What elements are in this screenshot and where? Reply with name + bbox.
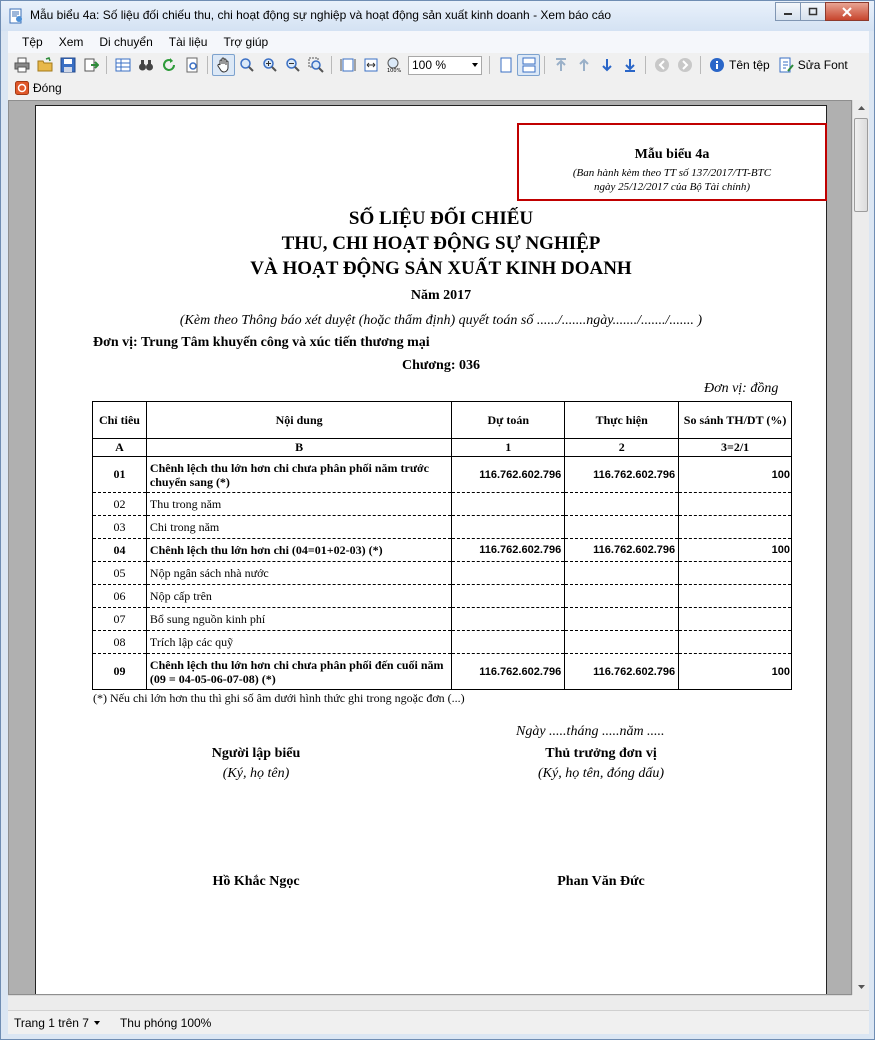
table-row bbox=[93, 608, 792, 631]
head-name: Phan Văn Đức bbox=[557, 874, 645, 889]
floppy-icon bbox=[60, 57, 76, 73]
svg-text:100%: 100% bbox=[386, 68, 401, 73]
table-row bbox=[93, 585, 792, 608]
arrow-first-icon bbox=[553, 57, 569, 73]
row-code: 07 bbox=[93, 608, 147, 631]
head-role: Thủ trưởng đơn vị bbox=[545, 746, 657, 761]
table-row bbox=[93, 631, 792, 654]
print-button[interactable] bbox=[10, 54, 33, 76]
page-setup-button[interactable] bbox=[180, 54, 203, 76]
chevron-down-icon bbox=[472, 63, 478, 67]
header-content: Nội dung bbox=[146, 402, 451, 439]
menu-view[interactable]: Xem bbox=[58, 35, 84, 49]
single-page-button[interactable] bbox=[494, 54, 517, 76]
preparer-note: (Ký, họ tên) bbox=[222, 766, 290, 781]
row-actual: 116.762.602.796 bbox=[565, 457, 679, 493]
row-content: Chênh lệch thu lớn hơn chi chưa phân phối năm trước chuyển sang (*) bbox=[146, 457, 451, 493]
close-report-icon bbox=[15, 81, 29, 95]
table-row bbox=[93, 516, 792, 539]
row-actual bbox=[565, 585, 679, 608]
row-content: Chênh lệch thu lớn hơn chi chưa phân phối đến cuối năm (09 = 04-05-06-07-08) (*) bbox=[146, 654, 451, 690]
table-view-button[interactable] bbox=[111, 54, 134, 76]
row-estimate bbox=[452, 631, 565, 654]
row-code: 03 bbox=[93, 516, 147, 539]
preparer-name: Hồ Khắc Ngọc bbox=[212, 874, 300, 889]
row-ratio bbox=[679, 631, 792, 654]
row-estimate bbox=[452, 608, 565, 631]
row-content: Thu trong năm bbox=[146, 493, 451, 516]
row-content: Nộp ngân sách nhà nước bbox=[146, 562, 451, 585]
menu-navigate[interactable]: Di chuyển bbox=[99, 35, 153, 49]
table-row bbox=[93, 539, 792, 562]
budget-chapter: Chương: 036 bbox=[402, 358, 480, 373]
zoom-value: 100 % bbox=[412, 57, 447, 72]
head-signature-block bbox=[496, 746, 706, 782]
scroll-down-icon bbox=[858, 985, 865, 989]
col-code-b: B bbox=[146, 439, 451, 457]
app-icon bbox=[8, 8, 24, 24]
row-code: 02 bbox=[93, 493, 147, 516]
arrow-down-icon bbox=[599, 57, 615, 73]
row-ratio: 100 bbox=[679, 457, 792, 493]
toolbar bbox=[8, 53, 869, 77]
row-code: 08 bbox=[93, 631, 147, 654]
file-name-label: Tên tệp bbox=[729, 58, 770, 72]
row-actual bbox=[565, 493, 679, 516]
row-content: Trích lập các quỹ bbox=[146, 631, 451, 654]
continuous-page-button[interactable] bbox=[517, 54, 540, 76]
form-regulation-line1: (Ban hành kèm theo TT số 137/2017/TT-BTC bbox=[572, 167, 772, 179]
maximize-button[interactable] bbox=[800, 2, 826, 21]
header-actual: Thực hiện bbox=[565, 402, 679, 439]
fit-page-icon bbox=[340, 57, 356, 73]
menu-file[interactable]: Tệp bbox=[22, 35, 43, 49]
file-name-button[interactable] bbox=[705, 54, 774, 76]
info-icon bbox=[709, 57, 725, 73]
report-title-line1: SỐ LIỆU ĐỐI CHIẾU bbox=[348, 208, 534, 229]
row-ratio bbox=[679, 562, 792, 585]
horizontal-scrollbar[interactable] bbox=[8, 995, 852, 1010]
row-ratio: 100 bbox=[679, 539, 792, 562]
export-icon bbox=[83, 57, 99, 73]
menu-document[interactable]: Tài liệu bbox=[168, 35, 208, 49]
scroll-up-button[interactable] bbox=[853, 100, 869, 116]
form-title: Mẫu biểu 4a bbox=[634, 147, 710, 162]
row-actual: 116.762.602.796 bbox=[565, 539, 679, 562]
magnifier-icon bbox=[239, 57, 255, 73]
comparison-table bbox=[92, 401, 792, 690]
vertical-scrollbar[interactable] bbox=[852, 100, 869, 995]
row-actual: 116.762.602.796 bbox=[565, 654, 679, 690]
single-page-icon bbox=[498, 57, 514, 73]
col-code-2: 2 bbox=[565, 439, 679, 457]
window-title: Mẫu biểu 4a: Số liệu đối chiếu thu, chi hoạt động sự nghiệp và hoạt động sản xuất kinh doanh - Xem báo cáo bbox=[30, 8, 612, 22]
hand-icon bbox=[216, 57, 232, 73]
row-ratio bbox=[679, 493, 792, 516]
actual-size-button[interactable] bbox=[382, 54, 405, 76]
last-page-button[interactable] bbox=[618, 54, 641, 76]
organization-unit: Đơn vị: Trung Tâm khuyến công và xúc tiến thương mại bbox=[93, 335, 430, 350]
close-icon bbox=[842, 7, 852, 17]
header-ratio: So sánh TH/DT (%) bbox=[679, 402, 792, 439]
forward-button[interactable] bbox=[673, 54, 696, 76]
page-indicator-text: Trang 1 trên 7 bbox=[14, 1015, 89, 1030]
form-info-box bbox=[517, 123, 827, 201]
col-code-3: 3=2/1 bbox=[679, 439, 792, 457]
zoom-button[interactable] bbox=[235, 54, 258, 76]
head-note: (Ký, họ tên, đóng dấu) bbox=[538, 766, 664, 781]
table-row bbox=[93, 457, 792, 493]
actual-size-icon bbox=[386, 57, 402, 73]
folder-open-icon bbox=[37, 57, 53, 73]
arrow-up-icon bbox=[576, 57, 592, 73]
row-ratio bbox=[679, 608, 792, 631]
table-row bbox=[93, 654, 792, 690]
fit-width-button[interactable] bbox=[359, 54, 382, 76]
report-title bbox=[36, 206, 846, 281]
row-code: 06 bbox=[93, 585, 147, 608]
scroll-up-icon bbox=[858, 106, 865, 110]
refresh-icon bbox=[161, 57, 177, 73]
title-bar bbox=[1, 1, 874, 31]
chevron-down-icon bbox=[94, 1021, 100, 1025]
preparer-signature-block bbox=[146, 746, 366, 782]
col-code-1: 1 bbox=[452, 439, 565, 457]
row-content: Nộp cấp trên bbox=[146, 585, 451, 608]
row-actual bbox=[565, 562, 679, 585]
font-edit-icon bbox=[778, 57, 794, 73]
table-row bbox=[93, 493, 792, 516]
row-estimate: 116.762.602.796 bbox=[452, 539, 565, 562]
menu-help[interactable]: Trợ giúp bbox=[223, 35, 269, 49]
close-report-button[interactable] bbox=[11, 77, 66, 99]
minimize-button[interactable] bbox=[775, 2, 801, 21]
zoom-out-icon bbox=[285, 57, 301, 73]
row-estimate: 116.762.602.796 bbox=[452, 654, 565, 690]
row-content: Chi trong năm bbox=[146, 516, 451, 539]
row-actual bbox=[565, 516, 679, 539]
back-icon bbox=[654, 57, 670, 73]
date-line: Ngày .....tháng .....năm ..... bbox=[516, 724, 665, 739]
row-actual bbox=[565, 608, 679, 631]
table-icon bbox=[115, 57, 131, 73]
zoom-select[interactable] bbox=[408, 56, 482, 75]
next-page-button[interactable] bbox=[595, 54, 618, 76]
status-bar bbox=[8, 1010, 869, 1034]
row-ratio bbox=[679, 585, 792, 608]
col-code-a: A bbox=[93, 439, 147, 457]
fix-font-label: Sửa Font bbox=[797, 58, 848, 72]
row-ratio: 100 bbox=[679, 654, 792, 690]
header-estimate: Dự toán bbox=[452, 402, 565, 439]
row-estimate bbox=[452, 562, 565, 585]
row-estimate: 116.762.602.796 bbox=[452, 457, 565, 493]
row-code: 01 bbox=[93, 457, 147, 493]
open-button[interactable] bbox=[33, 54, 56, 76]
preparer-role: Người lập biểu bbox=[211, 746, 301, 761]
minimize-icon bbox=[783, 8, 793, 16]
footnote: (*) Nếu chi lớn hơn thu thì ghi số âm dưới hình thức ghi trong ngoặc đơn (...) bbox=[93, 691, 465, 705]
row-code: 09 bbox=[93, 654, 147, 690]
zoom-in-button[interactable] bbox=[258, 54, 281, 76]
previous-page-button[interactable] bbox=[572, 54, 595, 76]
zoom-area-icon bbox=[308, 57, 324, 73]
report-year: Năm 2017 bbox=[410, 288, 472, 303]
report-title-line2: THU, CHI HOẠT ĐỘNG SỰ NGHIỆP bbox=[281, 233, 601, 254]
page-search-icon bbox=[184, 57, 200, 73]
scroll-thumb[interactable] bbox=[854, 118, 868, 212]
close-report-label: Đóng bbox=[33, 81, 62, 95]
arrow-last-icon bbox=[622, 57, 638, 73]
row-actual bbox=[565, 631, 679, 654]
scroll-corner bbox=[852, 995, 869, 1010]
fit-page-button[interactable] bbox=[336, 54, 359, 76]
header-code: Chỉ tiêu bbox=[93, 402, 147, 439]
export-button[interactable] bbox=[79, 54, 102, 76]
row-content: Chênh lệch thu lớn hơn chi (04=01+02-03) (*) bbox=[146, 539, 451, 562]
row-ratio bbox=[679, 516, 792, 539]
toolbar-secondary bbox=[8, 77, 869, 99]
currency-unit: Đơn vị: đồng bbox=[704, 381, 779, 396]
fix-font-button[interactable] bbox=[774, 54, 852, 76]
refresh-button[interactable] bbox=[157, 54, 180, 76]
row-code: 05 bbox=[93, 562, 147, 585]
first-page-button[interactable] bbox=[549, 54, 572, 76]
maximize-icon bbox=[808, 7, 818, 16]
close-window-button[interactable] bbox=[825, 2, 869, 21]
printer-icon bbox=[14, 57, 30, 73]
zoom-out-button[interactable] bbox=[281, 54, 304, 76]
page-indicator[interactable] bbox=[8, 1016, 108, 1030]
report-title-line3: VÀ HOẠT ĐỘNG SẢN XUẤT KINH DOANH bbox=[250, 258, 632, 279]
fit-width-icon bbox=[363, 57, 379, 73]
save-button[interactable] bbox=[56, 54, 79, 76]
scroll-down-button[interactable] bbox=[853, 979, 869, 995]
row-estimate bbox=[452, 493, 565, 516]
zoom-area-button[interactable] bbox=[304, 54, 327, 76]
row-code: 04 bbox=[93, 539, 147, 562]
table-row bbox=[93, 562, 792, 585]
find-button[interactable] bbox=[134, 54, 157, 76]
row-content: Bổ sung nguồn kinh phí bbox=[146, 608, 451, 631]
continuous-page-icon bbox=[521, 57, 537, 73]
document-area[interactable] bbox=[8, 100, 852, 995]
report-page bbox=[35, 105, 827, 995]
row-estimate bbox=[452, 585, 565, 608]
forward-icon bbox=[677, 57, 693, 73]
zoom-status: Thu phóng 100% bbox=[119, 1015, 212, 1030]
back-button[interactable] bbox=[650, 54, 673, 76]
hand-tool-button[interactable] bbox=[212, 54, 235, 76]
menu-bar bbox=[8, 31, 869, 53]
zoom-in-icon bbox=[262, 57, 278, 73]
row-estimate bbox=[452, 516, 565, 539]
binoculars-icon bbox=[138, 57, 154, 73]
form-regulation-line2: ngày 25/12/2017 của Bộ Tài chính) bbox=[593, 181, 751, 193]
form-regulation bbox=[519, 166, 825, 194]
attachment-note: (Kèm theo Thông báo xét duyệt (hoặc thẩm định) quyết toán số ....../.......ngày......./......./....... ) bbox=[179, 313, 703, 328]
